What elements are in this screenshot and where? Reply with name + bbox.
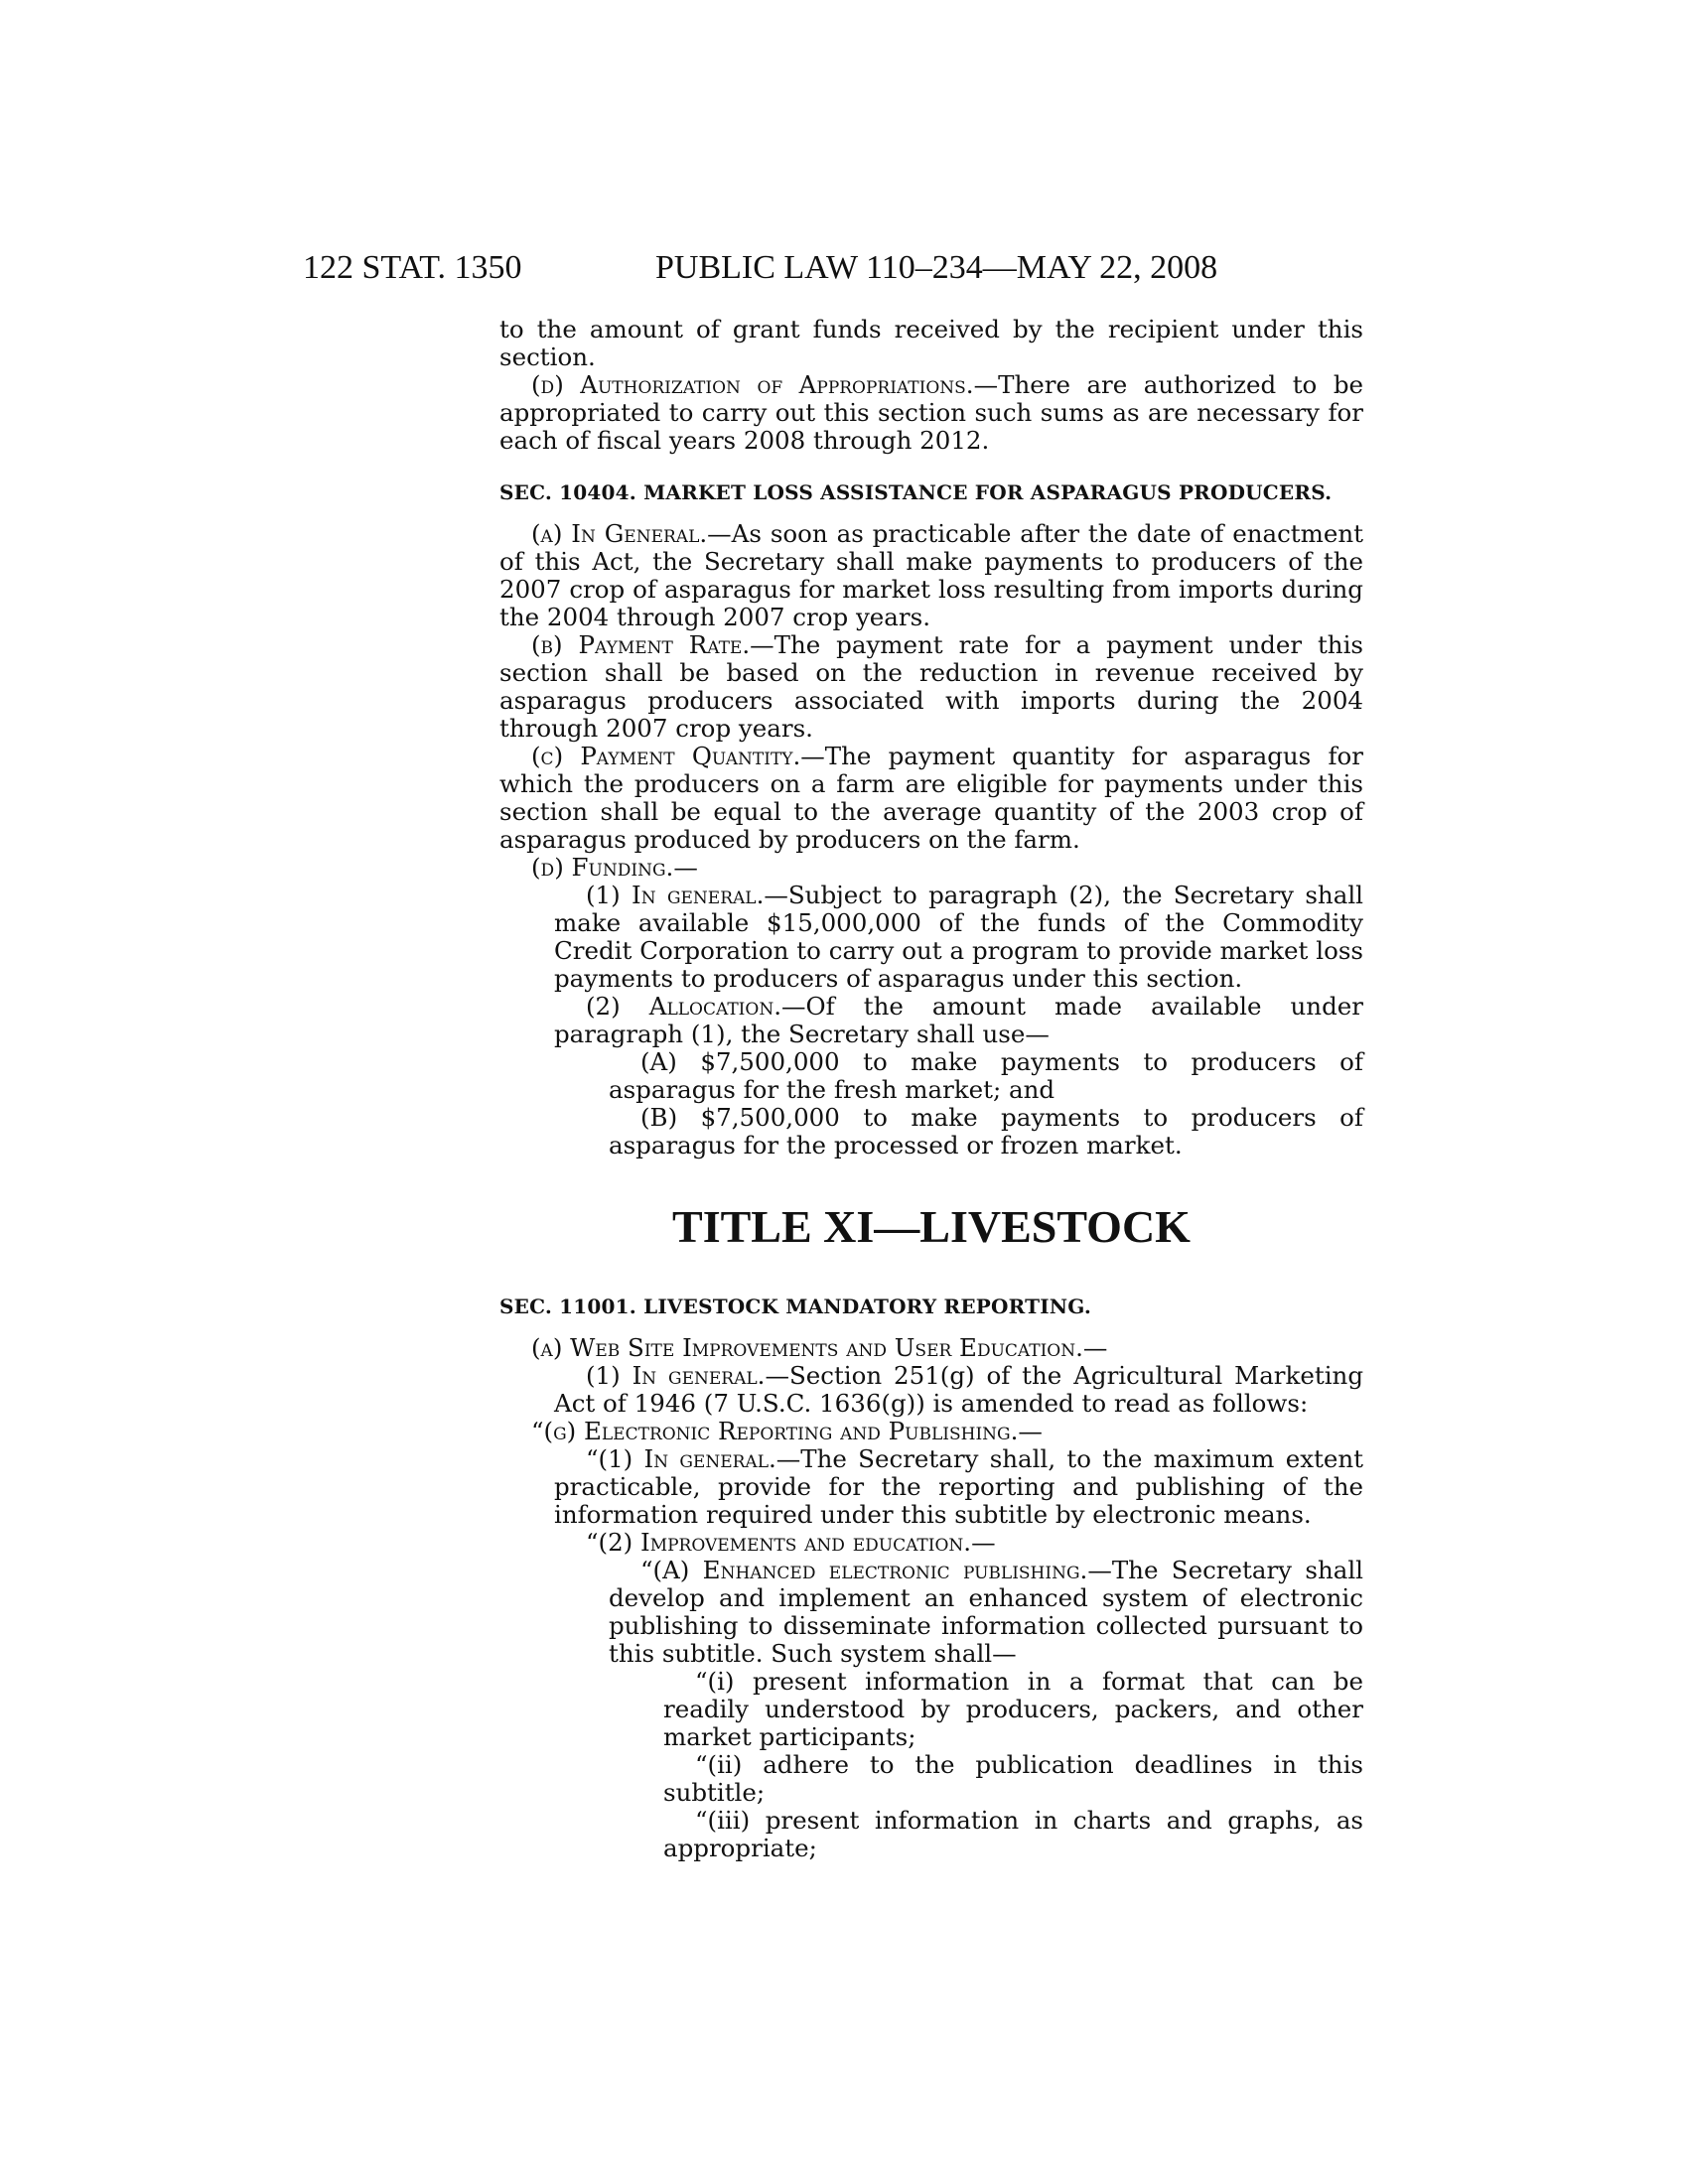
paragraph-text: —The Secretary shall, to the maximum extent practicable, provide for the reporting and publishing of the information required under this subtitle by electronic means. [554,1444,1363,1529]
paragraph-payment-quantity [499,743,1363,854]
paragraph-text: —As soon as practicable after the date of enactment of this Act, the Secretary shall make payments to producers of the 2007 crop of asparagus for market loss resulting from imports during the 2004 through 2007 crop years. [499,519,1363,631]
paragraph-payment-rate [499,631,1363,743]
paragraph-text: —Of the amount made available under paragraph (1), the Secretary shall use— [554,992,1363,1048]
running-header: PUBLIC LAW 110–234—MAY 22, 2008 [655,249,1218,286]
document-body [499,316,1363,1862]
paragraph-heading: (1) In general. [586,881,765,909]
paragraph-heading: (c) Payment Quantity. [531,742,801,770]
quoted-paragraph-1 [499,1445,1363,1529]
quoted-paragraph-2 [499,1529,1363,1557]
paragraph-text: —Section 251(g) of the Agricultural Marketing Act of 1946 (7 U.S.C. 1636(g)) is amended to read as follows: [554,1361,1364,1418]
paragraph-heading: (d) Authorization of Appropriations. [531,370,974,399]
paragraph-heading: “(1) In general. [586,1444,776,1473]
paragraph-text: — [1018,1417,1043,1445]
quoted-clause-iii: “(iii) present information in charts and graphs, as appropriate; [663,1806,1363,1862]
paragraph-heading: (a) Web Site Improvements and User Education. [531,1333,1083,1362]
section-heading-10404: SEC. 10404. MARKET LOSS ASSISTANCE FOR ASPARAGUS PRODUCERS. [499,480,1333,504]
paragraph-text: — [673,853,698,882]
paragraph-heading: (a) In General. [531,519,708,548]
paragraph-text: — [971,1528,996,1557]
clause-processed-market: (B) $7,500,000 to make payments to producers of asparagus for the processed or frozen market. [609,1103,1363,1160]
quoted-clause-ii: “(ii) adhere to the publication deadlines in this subtitle; [663,1750,1363,1807]
paragraph-text: —The Secretary shall develop and implement an enhanced system of electronic publishing to disseminate information collected pursuant to this subtitle. Such system shall— [609,1556,1364,1668]
paragraph-web-site-improvements [499,1334,1363,1362]
quoted-clause-i: “(i) present information in a format that can be readily understood by producers, packers, and other market participants; [663,1667,1363,1751]
clause-fresh-market: (A) $7,500,000 to make payments to producers of asparagus for the fresh market; and [609,1047,1363,1104]
paragraph-heading: (b) Payment Rate. [531,630,751,659]
title-heading: TITLE XI—LIVESTOCK [672,1201,1191,1252]
subparagraph-in-general [499,882,1363,993]
paragraph-heading: “(2) Improvements and education. [586,1528,972,1557]
subparagraph-allocation [499,993,1363,1048]
page-number: 122 STAT. 1350 [303,249,522,286]
paragraph-authorization [499,371,1363,455]
continuation-paragraph: to the amount of grant funds received by the recipient under this section. [499,315,1363,371]
paragraph-text: —Subject to paragraph (2), the Secretary shall make available $15,000,000 of the funds of the Commodity Credit Corporation to carry out a program to provide market loss payments to producers of asparagus under this section. [554,881,1363,993]
paragraph-text: —The payment rate for a payment under this section shall be based on the reduction in revenue received by asparagus producers associated with imports during the 2004 through 2007 crop years. [499,630,1363,743]
paragraph-text: —There are authorized to be appropriated to carry out this section such sums as are necessary for each of fiscal years 2008 through 2012. [499,370,1363,455]
paragraph-in-general [499,520,1363,631]
quoted-subparagraph-a [499,1557,1363,1668]
paragraph-heading: “(A) Enhanced electronic publishing. [640,1556,1088,1584]
paragraph-text: —The payment quantity for asparagus for which the producers on a farm are eligible for payments under this section shall be equal to the average quantity of the 2003 crop of asparagus produced by producers on the farm. [499,742,1363,854]
paragraph-funding [499,854,1363,882]
paragraph-heading: (d) Funding. [531,853,674,882]
subparagraph-in-general-amendment [499,1362,1363,1418]
section-heading-11001: SEC. 11001. LIVESTOCK MANDATORY REPORTING. [499,1295,1091,1318]
paragraph-heading: (1) In general. [586,1361,766,1390]
paragraph-heading: “(g) Electronic Reporting and Publishing. [531,1417,1019,1445]
quoted-subsection-g [499,1418,1363,1445]
paragraph-heading: (2) Allocation. [586,992,781,1021]
paragraph-text: — [1082,1333,1108,1362]
